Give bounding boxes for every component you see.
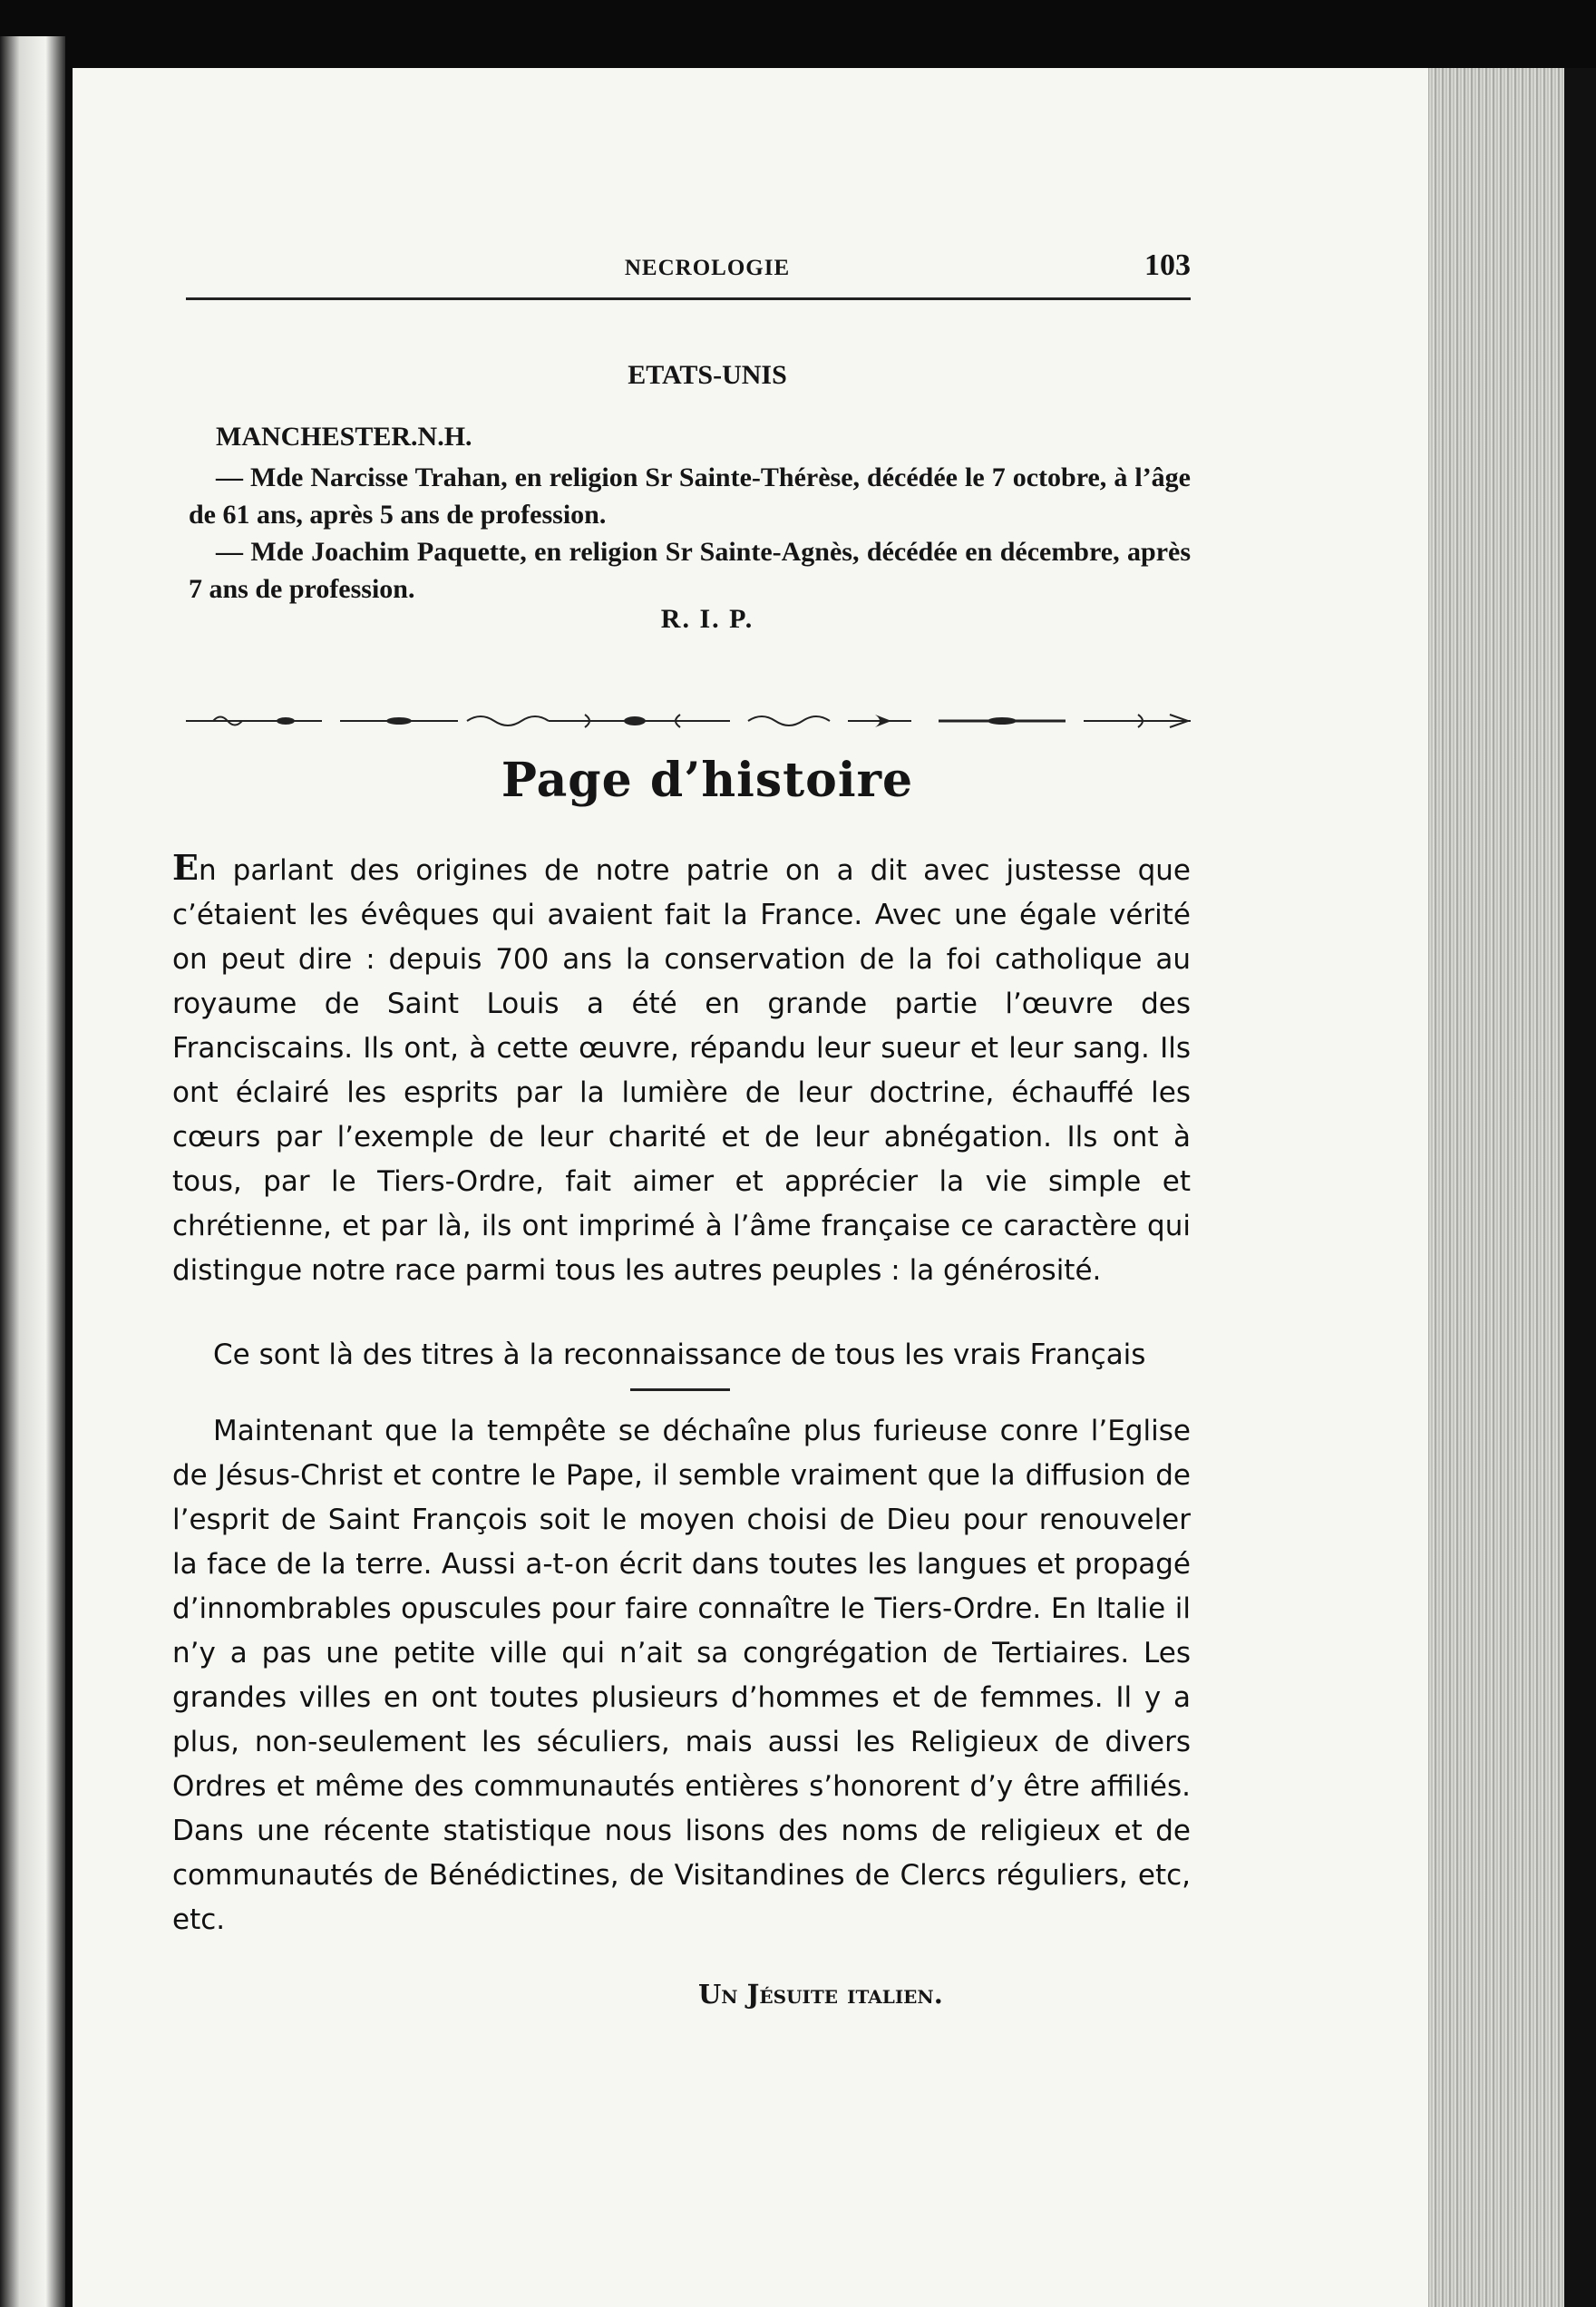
section-title: ETATS-UNIS [628, 360, 787, 390]
running-title: NECROLOGIE [624, 256, 791, 280]
rip-closing: R. I. P. [660, 604, 754, 634]
background-shadow [1564, 68, 1596, 2307]
article-title: Page d’histoire [501, 753, 914, 808]
obituary-notice: — Mde Joachim Paquette, en religion Sr Sainte-Agnès, décédée en décembre, après 7 ans de profession. [189, 537, 1191, 604]
paragraph-text: n parlant des origines de notre patrie on a dit avec justesse que c’étaient les évêques qui avaient fait la France. Avec une égale vérité on peut dire : depuis 700 ans la conservation de la foi catholique au royaume de Saint Louis a été en grande partie l’œuvre des Franciscains. Ils ont, à cette œuvre, répandu leur sueur et leur sang. Ils ont éclairé les esprits par la lumière de leur doctrine, échauffé les cœurs par l’exemple de leur charité et de leur abnégation. Ils ont à tous, par le Tiers-Ordre, fait aimer et apprécier la vie simple et chrétienne, et par là, ils ont imprimé à l’âme française ce caractère qui distingue notre race parmi tous les autres peuples : la générosité. [172, 854, 1191, 1287]
page-block-edge [1428, 68, 1564, 2307]
article-paragraph: Maintenant que la tempête se déchaîne plus furieuse conre l’Eglise de Jésus-Christ et contre le Pape, il semble vraiment que la diffusion de l’esprit de Saint François soit le moyen choisi de Dieu pour renouveler la face de la terre. Aussi a-t-on écrit dans toutes les langues et propagé d’innombrables opuscules pour faire connaître le Tiers-Ordre. En Italie il n’y a pas une petite ville qui n’ait sa congrégation de Tertiaires. Les grandes villes en ont toutes plusieurs d’hommes et de femmes. Il y a plus, non-seulement les séculiers, mais aussi les Religieux de divers Ordres et même des communautés entières s’honorent d’y être affiliés. Dans une récente statistique nous lisons des noms de religieux et de communautés de Bénédictines, de Visitandines de Clercs réguliers, etc, etc. [172, 1415, 1191, 1936]
ornamental-rule [186, 707, 1191, 735]
place-name: MANCHESTER.N.H. [216, 422, 472, 452]
previous-page-edge [0, 36, 65, 2307]
article-signature: Un Jésuite italien. [698, 1979, 943, 2010]
page-number: 103 [1144, 248, 1191, 282]
section-divider [630, 1388, 730, 1391]
obituary-notice: — Mde Narcisse Trahan, en religion Sr Sainte-Thérèse, décédée le 7 octobre, à l’âge de 61 ans, après 5 ans de profession. [189, 462, 1191, 530]
initial-letter: E [172, 847, 199, 888]
article-paragraph: Ce sont là des titres à la reconnaissance de tous les vrais Français [213, 1338, 1146, 1371]
running-header [186, 248, 1191, 300]
article-paragraph [172, 845, 1191, 1293]
